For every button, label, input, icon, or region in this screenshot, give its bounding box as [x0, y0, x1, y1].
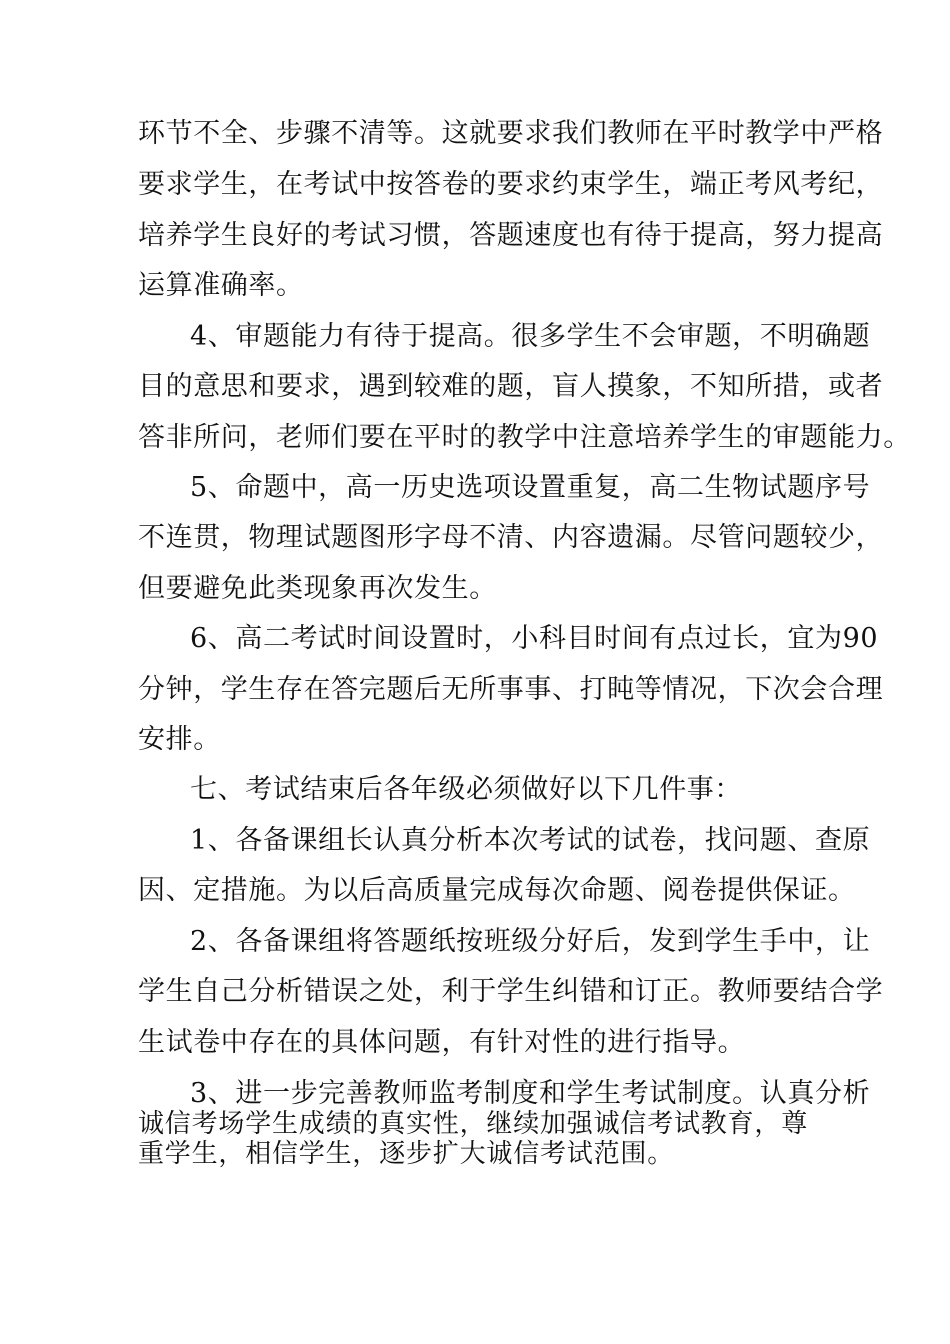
text-line: 4、审题能力有待于提高。很多学生不会审题，不明确题 [190, 321, 871, 352]
text-line: 诚信考场学生成绩的真实性，继续加强诚信考试教育，尊 [138, 1109, 809, 1139]
text-line: 生试卷中存在的具体问题，有针对性的进行指导。 [138, 1027, 746, 1058]
text-line: 3、进一步完善教师监考制度和学生考试制度。认真分析 [190, 1078, 871, 1109]
text-line: 运算准确率。 [138, 270, 304, 301]
text-line: 不连贯，物理试题图形字母不清、内容遗漏。尽管问题较少， [138, 522, 884, 553]
text-line: 1、各备课组长认真分析本次考试的试卷，找问题、查原 [190, 825, 871, 856]
section-heading: 七、考试结束后各年级必须做好以下几件事： [190, 774, 742, 805]
text-line: 重学生，相信学生，逐步扩大诚信考试范围。 [138, 1139, 675, 1169]
text-line: 学生自己分析错误之处，利于学生纠错和订正。教师要结合学 [138, 976, 884, 1007]
text-line: 6、高二考试时间设置时，小科目时间有点过长，宜为90 [190, 623, 879, 654]
text-line: 安排。 [138, 724, 221, 755]
text-line: 因、定措施。为以后高质量完成每次命题、阅卷提供保证。 [138, 875, 856, 906]
text-line: 目的意思和要求，遇到较难的题，盲人摸象，不知所措，或者 [138, 371, 884, 402]
text-line: 分钟，学生存在答完题后无所事事、打盹等情况，下次会合理 [138, 674, 884, 705]
text-line: 但要避免此类现象再次发生。 [138, 573, 497, 604]
text-line: 环节不全、步骤不清等。这就要求我们教师在平时教学中严格 [138, 118, 884, 149]
text-line: 2、各备课组将答题纸按班级分好后，发到学生手中，让 [190, 926, 871, 957]
text-line: 要求学生，在考试中按答卷的要求约束学生，端正考风考纪， [138, 169, 884, 200]
text-line: 培养学生良好的考试习惯，答题速度也有待于提高，努力提高 [138, 220, 884, 251]
text-line: 5、命题中，高一历史选项设置重复，高二生物试题序号 [190, 472, 871, 503]
text-line: 答非所问，老师们要在平时的教学中注意培养学生的审题能力。 [138, 422, 911, 453]
